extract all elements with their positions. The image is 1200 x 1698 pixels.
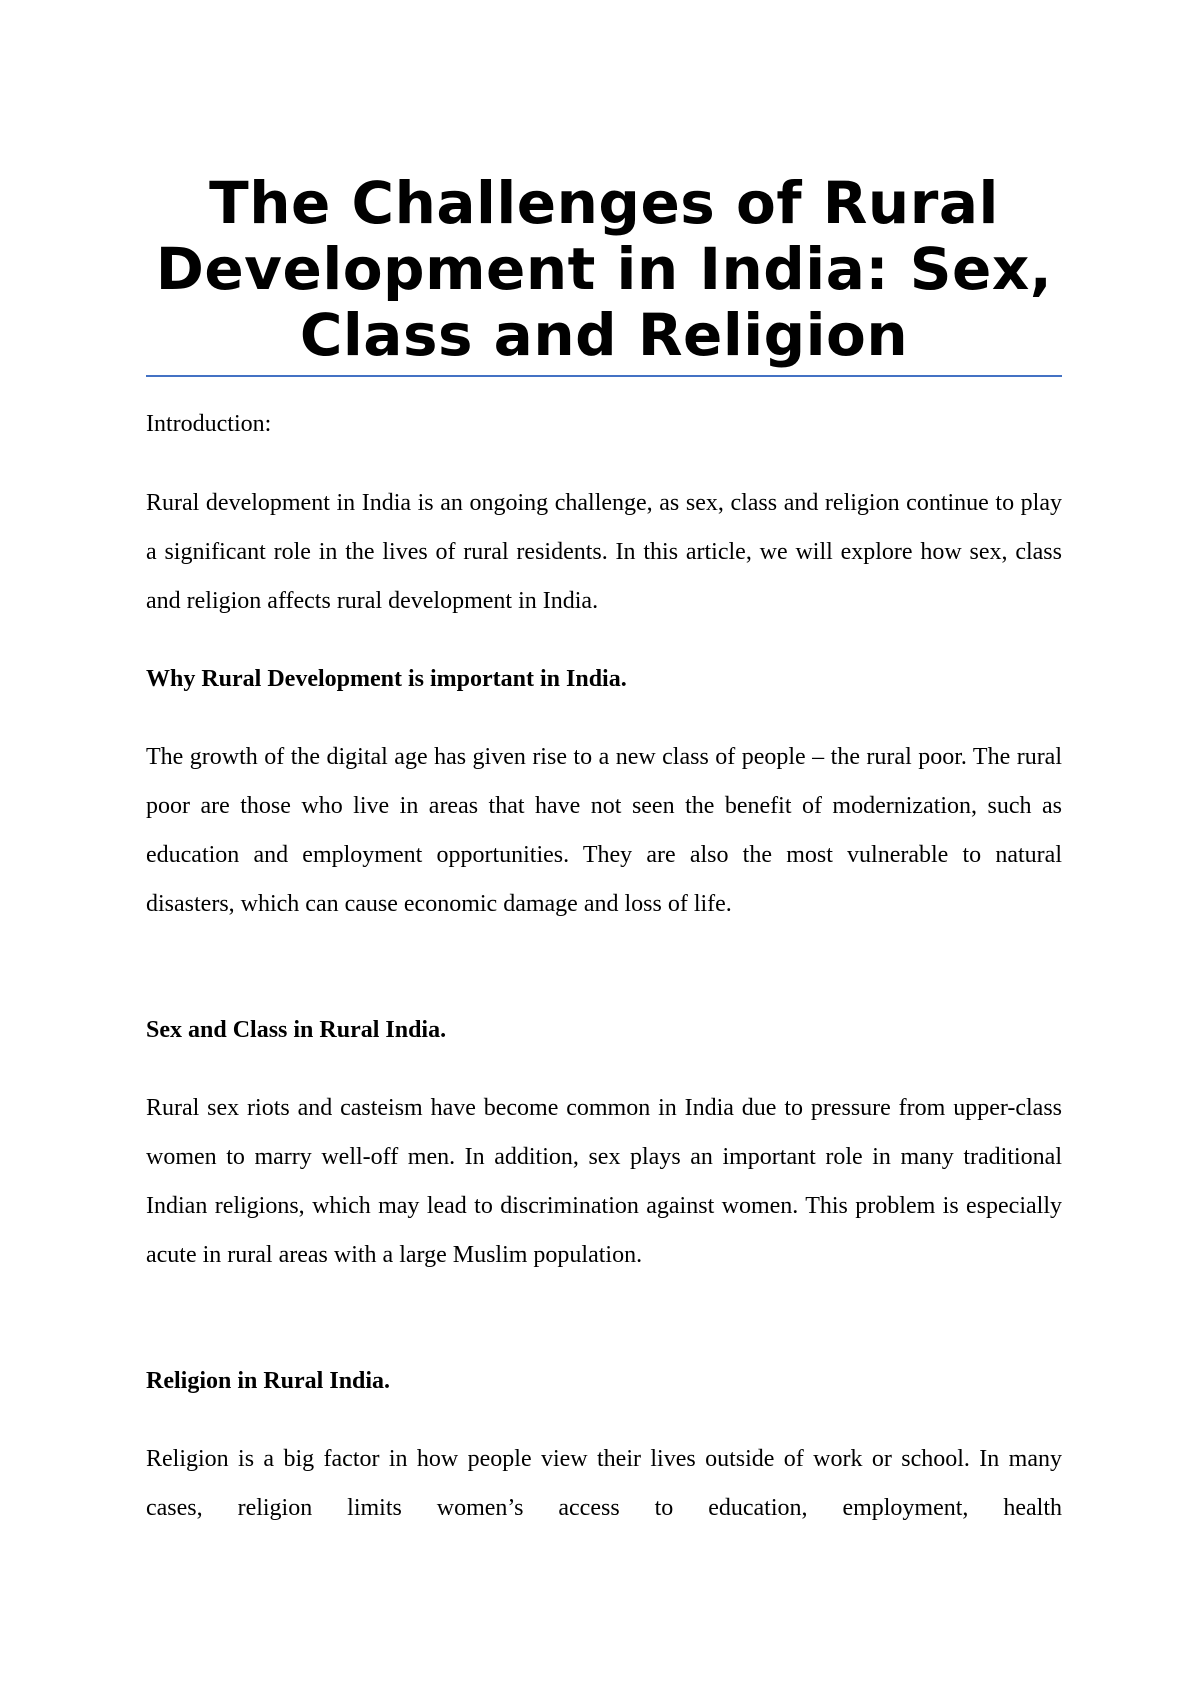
section-heading-why-rural-development: Why Rural Development is important in India. — [146, 666, 627, 692]
section-paragraph-why-rural-development: The growth of the digital age has given rise to a new class of people – the rural poor. The rural poor are those who live in areas that have not seen the benefit of modernization, such as education and employment opportunities. They are also the most vulnerable to natural disasters, which can cause economic damage and loss of life. — [146, 744, 1062, 917]
document-title: The Challenges of Rural Development in India: Sex, Class and Religion — [155, 169, 1053, 369]
intro-label: Introduction: — [146, 411, 272, 437]
title-underline — [146, 375, 1062, 377]
section-heading-sex-and-class: Sex and Class in Rural India. — [146, 1017, 447, 1043]
section-heading-religion: Religion in Rural India. — [146, 1368, 391, 1394]
section-paragraph-sex-and-class: Rural sex riots and casteism have become common in India due to pressure from upper-class women to marry well-off men. In addition, sex plays an important role in many traditional Indian religions, which may lead to discrimination against women. This problem is especially acute in rural areas with a large Muslim population. — [146, 1095, 1062, 1268]
section-paragraph-religion: Religion is a big factor in how people view their lives outside of work or school. In many cases, religion limits women’s access to education, employment, health — [146, 1446, 1062, 1521]
intro-paragraph: Rural development in India is an ongoing challenge, as sex, class and religion continue to play a significant role in the lives of rural residents. In this article, we will explore how sex, class and religion affects rural development in India. — [146, 490, 1062, 614]
